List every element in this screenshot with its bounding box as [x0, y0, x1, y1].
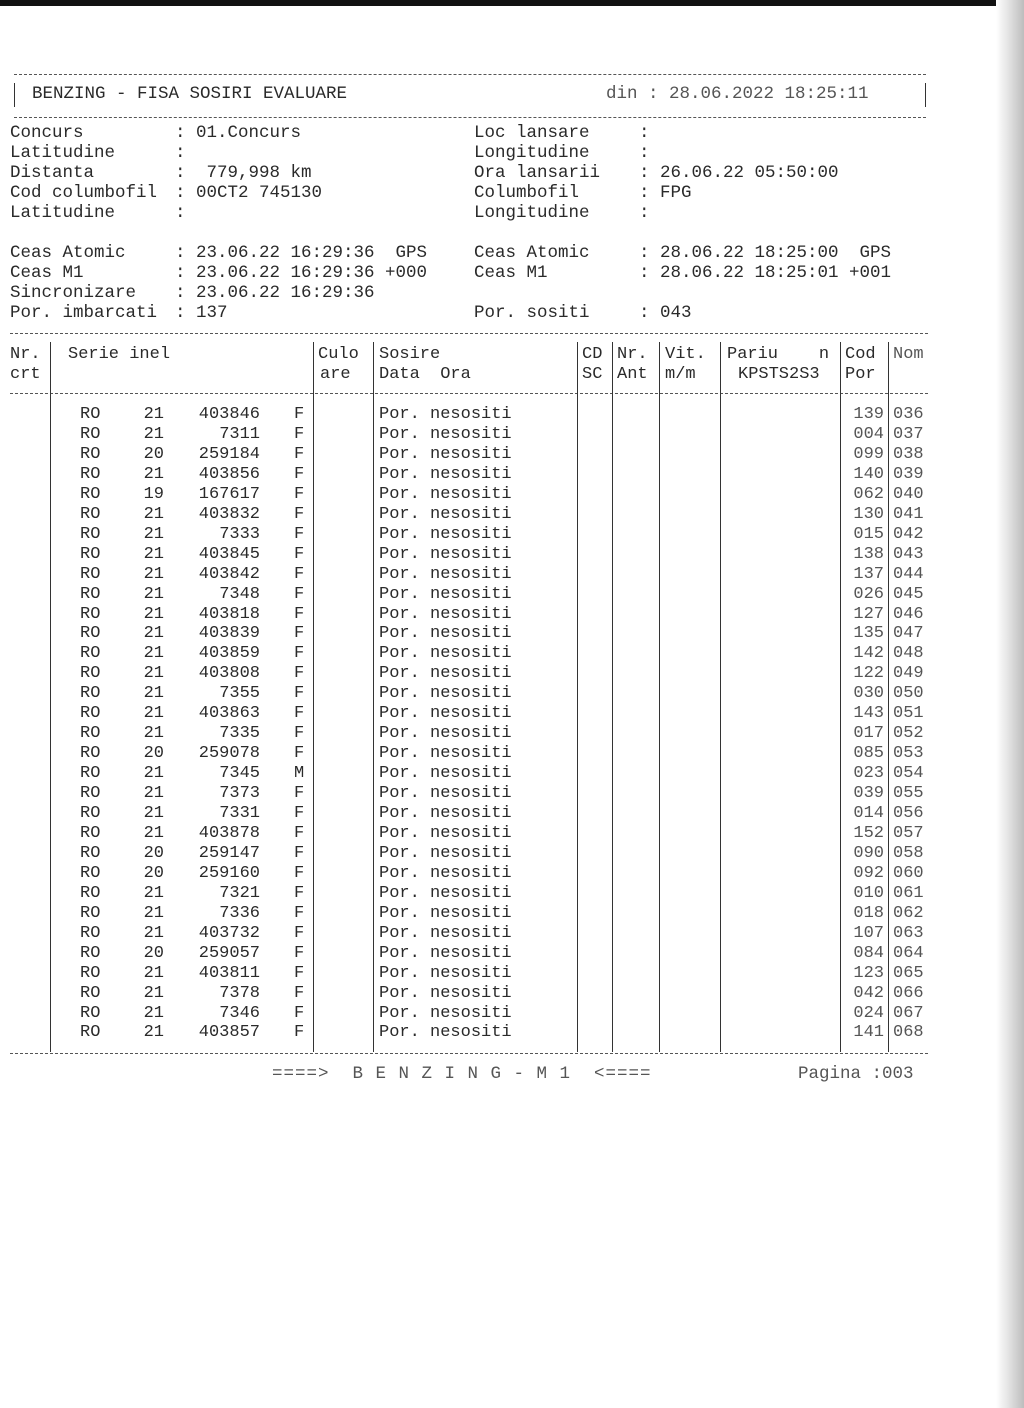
info-right-0-label: Loc lansare	[474, 123, 611, 143]
info-right-2-label: Ora lansarii	[474, 163, 611, 183]
col-nr-ant-1: Nr.	[617, 345, 648, 364]
cell-country: RO	[80, 983, 101, 1003]
cell-year: 21	[143, 405, 164, 424]
cell-cod-por: 140	[853, 464, 884, 484]
clock-left-1-label: Ceas M1	[10, 263, 158, 283]
cell-nom: 054	[893, 764, 924, 784]
clock-left-1-value: : 23.06.22 16:29:36 +000	[175, 263, 428, 283]
cell-cod-por: 017	[853, 724, 884, 744]
cell-ring-number: 7335	[219, 724, 260, 744]
cell-nom: 060	[893, 863, 924, 883]
clock-left-2-value: : 23.06.22 16:29:36	[175, 283, 375, 303]
cell-year: 21	[143, 823, 164, 843]
cell-arrival-status: Por. nesositi	[379, 764, 512, 784]
cell-year: 21	[143, 1023, 164, 1043]
cell-sex: F	[294, 823, 305, 843]
cell-ring-number: 259160	[198, 863, 260, 883]
cell-sex: F	[294, 1023, 305, 1043]
cell-sex: F	[294, 804, 305, 823]
cell-cod-por: 130	[853, 504, 884, 524]
info-right-4-label: Longitudine	[474, 203, 611, 223]
cell-cod-por: 107	[853, 923, 884, 943]
cell-cod-por: 023	[853, 764, 884, 784]
cell-ring-number: 7348	[219, 584, 260, 604]
col-nr: Nr.	[10, 345, 41, 364]
cell-ring-number: 167617	[198, 484, 260, 504]
col-sosire: Sosire	[379, 345, 441, 364]
cell-nom: 047	[893, 624, 924, 644]
cell-sex: F	[294, 424, 305, 444]
cell-country: RO	[80, 664, 101, 684]
cell-cod-por: 152	[853, 823, 884, 843]
cell-sex: F	[294, 504, 305, 524]
col-cd: CD	[582, 345, 603, 364]
cell-cod-por: 092	[853, 863, 884, 883]
scan-top-edge	[0, 0, 1024, 6]
cell-sex: F	[294, 405, 305, 424]
col-serie-inel: Serie inel	[68, 345, 171, 364]
cell-country: RO	[80, 704, 101, 724]
cell-nom: 064	[893, 943, 924, 963]
cell-country: RO	[80, 624, 101, 644]
cell-country: RO	[80, 823, 101, 843]
info-left-2-value: : 779,998 km	[175, 163, 312, 183]
cell-cod-por: 026	[853, 584, 884, 604]
col-culoare-2: are	[320, 365, 351, 384]
cell-country: RO	[80, 1023, 101, 1043]
cell-ring-number: 403859	[198, 644, 260, 664]
cell-country: RO	[80, 744, 101, 764]
cell-year: 21	[143, 664, 164, 684]
cell-cod-por: 135	[853, 624, 884, 644]
cell-nom: 052	[893, 724, 924, 744]
cell-ring-number: 403846	[198, 405, 260, 424]
cell-arrival-status: Por. nesositi	[379, 923, 512, 943]
info-right-0-value: :	[639, 123, 650, 143]
cell-year: 21	[143, 504, 164, 524]
cell-year: 21	[143, 903, 164, 923]
cell-country: RO	[80, 564, 101, 584]
cell-ring-number: 259078	[198, 744, 260, 764]
col-kpsts2s3: KPSTS2S3	[738, 365, 820, 384]
cell-sex: F	[294, 484, 305, 504]
cell-arrival-status: Por. nesositi	[379, 544, 512, 564]
cell-cod-por: 030	[853, 684, 884, 704]
cell-arrival-status: Por. nesositi	[379, 883, 512, 903]
cell-country: RO	[80, 923, 101, 943]
cell-arrival-status: Por. nesositi	[379, 424, 512, 444]
cell-arrival-status: Por. nesositi	[379, 624, 512, 644]
cell-country: RO	[80, 764, 101, 784]
cell-ring-number: 403845	[198, 544, 260, 564]
info-left-4-value: :	[175, 203, 186, 223]
cell-year: 21	[143, 464, 164, 484]
cell-year: 21	[143, 923, 164, 943]
cell-sex: F	[294, 664, 305, 684]
cell-nom: 045	[893, 584, 924, 604]
cell-sex: F	[294, 584, 305, 604]
clock-right-1-value: : 28.06.22 18:25:01 +001	[639, 263, 892, 283]
cell-nom: 050	[893, 684, 924, 704]
cell-country: RO	[80, 963, 101, 983]
info-right-1-label: Longitudine	[474, 143, 611, 163]
cell-nom: 062	[893, 903, 924, 923]
cell-year: 21	[143, 524, 164, 544]
cell-country: RO	[80, 943, 101, 963]
cell-arrival-status: Por. nesositi	[379, 684, 512, 704]
cell-year: 21	[143, 1003, 164, 1023]
col-culoare-1: Culo	[318, 345, 359, 364]
info-right-3-value: : FPG	[639, 183, 692, 203]
cell-ring-number: 7321	[219, 883, 260, 903]
cell-cod-por: 090	[853, 843, 884, 863]
clock-right-3-label: Por. sositi	[474, 303, 611, 323]
clock-right-3-value: : 043	[639, 303, 692, 323]
cell-ring-number: 403811	[198, 963, 260, 983]
cell-ring-number: 403808	[198, 664, 260, 684]
clock-left-3-value: : 137	[175, 303, 228, 323]
cell-nom: 048	[893, 644, 924, 664]
cell-cod-por: 127	[853, 604, 884, 624]
cell-nom: 066	[893, 983, 924, 1003]
cell-sex: F	[294, 744, 305, 764]
cell-arrival-status: Por. nesositi	[379, 405, 512, 424]
cell-arrival-status: Por. nesositi	[379, 604, 512, 624]
cell-year: 21	[143, 963, 164, 983]
cell-nom: 063	[893, 923, 924, 943]
scan-right-edge	[996, 0, 1024, 1408]
cell-nom: 043	[893, 544, 924, 564]
cell-year: 21	[143, 983, 164, 1003]
cell-nom: 040	[893, 484, 924, 504]
cell-nom: 057	[893, 823, 924, 843]
cell-cod-por: 138	[853, 544, 884, 564]
cell-nom: 053	[893, 744, 924, 764]
cell-arrival-status: Por. nesositi	[379, 843, 512, 863]
cell-cod-por: 018	[853, 903, 884, 923]
cell-nom: 049	[893, 664, 924, 684]
cell-sex: F	[294, 704, 305, 724]
clock-left-3-label: Por. imbarcati	[10, 303, 158, 323]
cell-sex: F	[294, 564, 305, 584]
cell-country: RO	[80, 863, 101, 883]
cell-arrival-status: Por. nesositi	[379, 1023, 512, 1043]
cell-year: 21	[143, 544, 164, 564]
cell-ring-number: 7355	[219, 684, 260, 704]
cell-nom: 055	[893, 784, 924, 804]
cell-nom: 036	[893, 405, 924, 424]
cell-country: RO	[80, 784, 101, 804]
cell-nom: 041	[893, 504, 924, 524]
cell-country: RO	[80, 804, 101, 823]
clock-left-0-label: Ceas Atomic	[10, 243, 158, 263]
cell-sex: F	[294, 863, 305, 883]
cell-cod-por: 141	[853, 1023, 884, 1043]
table-bottom-rule	[10, 1053, 928, 1054]
cell-year: 21	[143, 724, 164, 744]
col-crt: crt	[10, 365, 41, 384]
cell-country: RO	[80, 724, 101, 744]
col-pariu: Pariu n	[727, 345, 830, 364]
cell-nom: 039	[893, 464, 924, 484]
cell-ring-number: 259147	[198, 843, 260, 863]
cell-cod-por: 139	[853, 405, 884, 424]
cell-country: RO	[80, 405, 101, 424]
cell-year: 21	[143, 804, 164, 823]
page-number: Pagina :003	[798, 1064, 914, 1084]
cell-arrival-status: Por. nesositi	[379, 704, 512, 724]
info-left-2-label: Distanta	[10, 163, 168, 183]
cell-nom: 042	[893, 524, 924, 544]
cell-ring-number: 259184	[198, 444, 260, 464]
cell-nom: 051	[893, 704, 924, 724]
cell-year: 21	[143, 764, 164, 784]
cell-year: 21	[143, 564, 164, 584]
cell-year: 20	[143, 843, 164, 863]
cell-cod-por: 137	[853, 564, 884, 584]
cell-year: 21	[143, 584, 164, 604]
cell-ring-number: 403878	[198, 823, 260, 843]
cell-country: RO	[80, 444, 101, 464]
cell-sex: F	[294, 923, 305, 943]
cell-arrival-status: Por. nesositi	[379, 724, 512, 744]
cell-arrival-status: Por. nesositi	[379, 1003, 512, 1023]
cell-cod-por: 062	[853, 484, 884, 504]
cell-country: RO	[80, 684, 101, 704]
cell-nom: 058	[893, 843, 924, 863]
cell-cod-por: 042	[853, 983, 884, 1003]
cell-country: RO	[80, 544, 101, 564]
cell-cod-por: 143	[853, 704, 884, 724]
cell-nom: 044	[893, 564, 924, 584]
cell-arrival-status: Por. nesositi	[379, 983, 512, 1003]
info-left-3-label: Cod columbofil	[10, 183, 158, 203]
cell-country: RO	[80, 843, 101, 863]
info-left-4-label: Latitudine	[10, 203, 168, 223]
cell-ring-number: 7333	[219, 524, 260, 544]
cell-ring-number: 7346	[219, 1003, 260, 1023]
cell-ring-number: 403857	[198, 1023, 260, 1043]
cell-sex: F	[294, 724, 305, 744]
col-sc: SC	[582, 365, 603, 384]
cell-ring-number: 403842	[198, 564, 260, 584]
cell-arrival-status: Por. nesositi	[379, 484, 512, 504]
cell-ring-number: 7331	[219, 804, 260, 823]
cell-nom: 068	[893, 1023, 924, 1043]
cell-sex: F	[294, 684, 305, 704]
cell-arrival-status: Por. nesositi	[379, 644, 512, 664]
cell-arrival-status: Por. nesositi	[379, 444, 512, 464]
footer-brand: ====> B E N Z I N G - M 1 <====	[272, 1064, 652, 1084]
clock-right-0-label: Ceas Atomic	[474, 243, 611, 263]
cell-country: RO	[80, 424, 101, 444]
cell-sex: F	[294, 963, 305, 983]
cell-country: RO	[80, 644, 101, 664]
cell-cod-por: 084	[853, 943, 884, 963]
cell-ring-number: 403818	[198, 604, 260, 624]
clock-right-1-label: Ceas M1	[474, 263, 611, 283]
cell-year: 21	[143, 424, 164, 444]
cell-ring-number: 7311	[219, 424, 260, 444]
cell-year: 20	[143, 444, 164, 464]
cell-arrival-status: Por. nesositi	[379, 943, 512, 963]
cell-arrival-status: Por. nesositi	[379, 903, 512, 923]
cell-year: 21	[143, 784, 164, 804]
info-left-1-label: Latitudine	[10, 143, 168, 163]
cell-sex: F	[294, 544, 305, 564]
cell-arrival-status: Por. nesositi	[379, 664, 512, 684]
cell-country: RO	[80, 524, 101, 544]
cell-sex: F	[294, 444, 305, 464]
info-left-3-value: : 00CT2 745130	[175, 183, 323, 203]
cell-cod-por: 039	[853, 784, 884, 804]
cell-arrival-status: Por. nesositi	[379, 744, 512, 764]
cell-year: 20	[143, 943, 164, 963]
col-cod: Cod	[845, 345, 876, 364]
cell-year: 20	[143, 863, 164, 883]
cell-arrival-status: Por. nesositi	[379, 963, 512, 983]
cell-sex: F	[294, 624, 305, 644]
cell-ring-number: 403856	[198, 464, 260, 484]
cell-nom: 067	[893, 1003, 924, 1023]
cell-cod-por: 099	[853, 444, 884, 464]
cell-country: RO	[80, 484, 101, 504]
cell-sex: M	[294, 764, 305, 784]
cell-country: RO	[80, 1003, 101, 1023]
cell-sex: F	[294, 983, 305, 1003]
cell-arrival-status: Por. nesositi	[379, 564, 512, 584]
cell-sex: F	[294, 1003, 305, 1023]
cell-nom: 046	[893, 604, 924, 624]
cell-sex: F	[294, 644, 305, 664]
cell-ring-number: 7336	[219, 903, 260, 923]
col-vit: Vit.	[665, 345, 706, 364]
info-right-4-value: :	[639, 203, 650, 223]
cell-year: 21	[143, 883, 164, 903]
col-por: Por	[845, 365, 876, 384]
cell-cod-por: 122	[853, 664, 884, 684]
cell-cod-por: 123	[853, 963, 884, 983]
cell-arrival-status: Por. nesositi	[379, 464, 512, 484]
cell-cod-por: 014	[853, 804, 884, 823]
info-left-1-value: :	[175, 143, 186, 163]
cell-nom: 056	[893, 804, 924, 823]
cell-country: RO	[80, 604, 101, 624]
cell-nom: 037	[893, 424, 924, 444]
info-right-3-label: Columbofil	[474, 183, 611, 203]
cell-year: 20	[143, 744, 164, 764]
cell-ring-number: 7345	[219, 764, 260, 784]
cell-arrival-status: Por. nesositi	[379, 804, 512, 823]
col-nom: Nom	[893, 345, 924, 364]
cell-arrival-status: Por. nesositi	[379, 524, 512, 544]
cell-year: 21	[143, 604, 164, 624]
clock-left-2-label: Sincronizare	[10, 283, 147, 303]
cell-country: RO	[80, 504, 101, 524]
cell-sex: F	[294, 843, 305, 863]
cell-country: RO	[80, 584, 101, 604]
cell-sex: F	[294, 604, 305, 624]
cell-year: 21	[143, 644, 164, 664]
cell-cod-por: 010	[853, 883, 884, 903]
cell-arrival-status: Por. nesositi	[379, 584, 512, 604]
col-mm: m/m	[665, 365, 696, 384]
col-nr-ant-2: Ant	[617, 365, 648, 384]
cell-nom: 061	[893, 883, 924, 903]
info-right-1-value: :	[639, 143, 650, 163]
cell-arrival-status: Por. nesositi	[379, 784, 512, 804]
cell-ring-number: 403832	[198, 504, 260, 524]
cell-cod-por: 142	[853, 644, 884, 664]
cell-ring-number: 403732	[198, 923, 260, 943]
cell-arrival-status: Por. nesositi	[379, 863, 512, 883]
cell-country: RO	[80, 883, 101, 903]
cell-arrival-status: Por. nesositi	[379, 823, 512, 843]
cell-year: 21	[143, 704, 164, 724]
cell-nom: 038	[893, 444, 924, 464]
cell-sex: F	[294, 464, 305, 484]
table-header-rule	[10, 393, 928, 394]
report-title: BENZING - FISA SOSIRI EVALUARE	[32, 84, 348, 104]
cell-cod-por: 085	[853, 744, 884, 764]
cell-year: 19	[143, 484, 164, 504]
cell-sex: F	[294, 903, 305, 923]
table-top-rule	[10, 333, 928, 334]
cell-nom: 065	[893, 963, 924, 983]
clock-left-0-value: : 23.06.22 16:29:36 GPS	[175, 243, 428, 263]
cell-country: RO	[80, 903, 101, 923]
report-date: din : 28.06.2022 18:25:11	[606, 84, 869, 104]
cell-year: 21	[143, 684, 164, 704]
cell-sex: F	[294, 784, 305, 804]
info-left-0-value: : 01.Concurs	[175, 123, 302, 143]
cell-cod-por: 024	[853, 1003, 884, 1023]
info-right-2-value: : 26.06.22 05:50:00	[639, 163, 839, 183]
cell-ring-number: 403839	[198, 624, 260, 644]
cell-year: 21	[143, 624, 164, 644]
cell-country: RO	[80, 464, 101, 484]
cell-sex: F	[294, 524, 305, 544]
cell-ring-number: 7373	[219, 784, 260, 804]
info-left-0-label: Concurs	[10, 123, 168, 143]
cell-sex: F	[294, 883, 305, 903]
cell-sex: F	[294, 943, 305, 963]
cell-cod-por: 004	[853, 424, 884, 444]
cell-arrival-status: Por. nesositi	[379, 504, 512, 524]
col-data-ora: Data Ora	[379, 365, 471, 384]
cell-ring-number: 7378	[219, 983, 260, 1003]
clock-right-0-value: : 28.06.22 18:25:00 GPS	[639, 243, 892, 263]
cell-cod-por: 015	[853, 524, 884, 544]
cell-ring-number: 403863	[198, 704, 260, 724]
cell-ring-number: 259057	[198, 943, 260, 963]
